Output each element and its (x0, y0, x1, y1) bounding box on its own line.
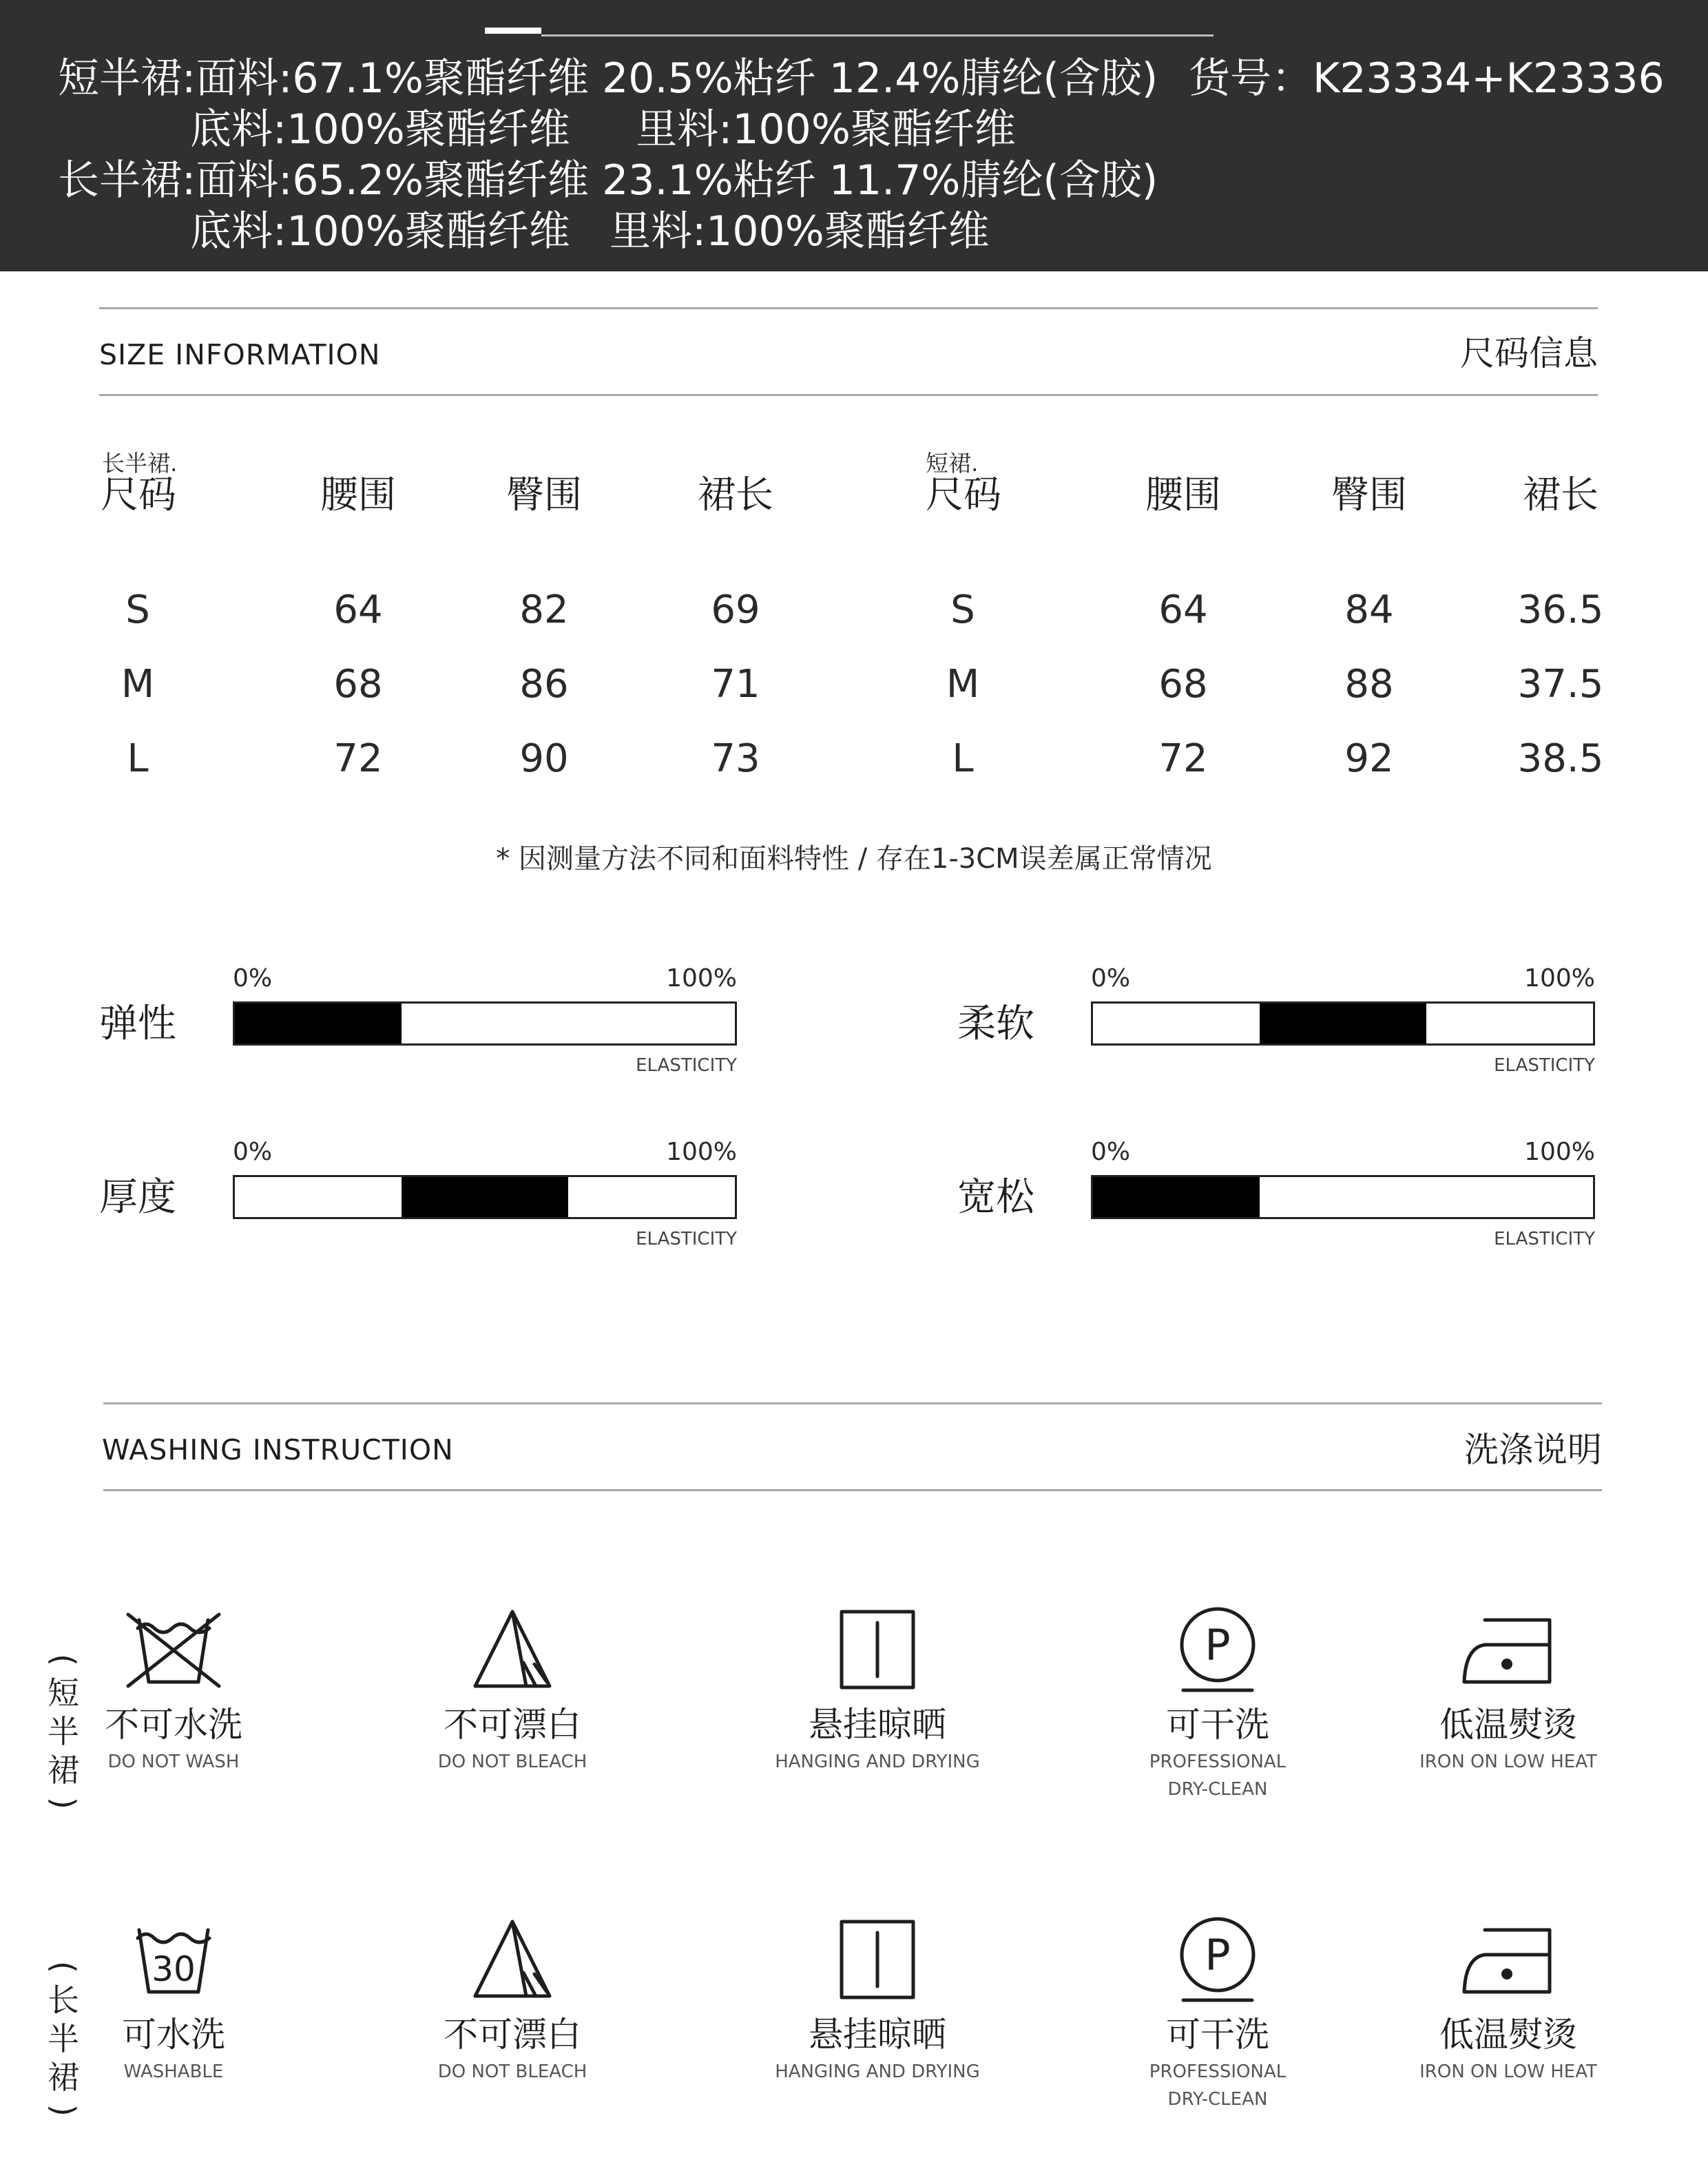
hang-dry-icon (733, 1915, 1022, 2004)
long-skirt-lining-line: 底料:100%聚酯纤维 里料:100%聚酯纤维 (190, 207, 990, 256)
care-item (1364, 1605, 1653, 1773)
short-cell: 72 (1158, 736, 1208, 781)
dry-clean-icon (1073, 1605, 1362, 1694)
attribute-label: 宽松 (957, 1175, 1034, 1220)
attribute-caption: ELASTICITY (1494, 1055, 1595, 1076)
scale-max-label: 100% (1524, 1138, 1595, 1166)
washing-header-top-rule (103, 1402, 1602, 1404)
attribute-caption: ELASTICITY (636, 1055, 737, 1076)
washing-section-title-en: WASHING INSTRUCTION (102, 1433, 454, 1466)
care-label-cn: 低温熨烫 (1439, 1705, 1577, 1745)
long-cell: M (121, 662, 155, 707)
short-header-3: 裙长 (1522, 472, 1598, 517)
svg-text:P: P (1205, 1930, 1231, 1980)
care-label-en: DO NOT BLEACH (437, 2061, 587, 2082)
item-number: 货号：K23334+K23336 (1189, 54, 1665, 103)
short-header-2: 臀围 (1331, 472, 1407, 517)
attribute-bar (233, 1001, 737, 1046)
short-skirt-label: 短裙. (926, 450, 979, 477)
size-header-top-rule (99, 307, 1598, 309)
care-item (368, 1605, 657, 1773)
scale-min-label: 0% (1091, 1138, 1131, 1166)
scale-min-label: 0% (233, 964, 273, 993)
fabric-banner (0, 0, 1708, 271)
short-skirt-fabric-line: 短半裙:面料:67.1%聚酯纤维 20.5%粘纤 12.4%腈纶(含胶) (58, 54, 1158, 103)
long-cell: L (127, 736, 149, 781)
attribute-caption: ELASTICITY (636, 1229, 737, 1249)
care-item (733, 1605, 1022, 1773)
attribute-bar (1091, 1175, 1595, 1219)
wash-30-icon (29, 1915, 318, 2004)
short-cell: 88 (1344, 662, 1394, 707)
long-cell: S (125, 588, 150, 632)
care-label-en: DO NOT BLEACH (437, 1752, 587, 1772)
attribute-bar (233, 1175, 737, 1219)
care-label-cn: 不可水洗 (105, 1705, 242, 1745)
attribute-label: 厚度 (99, 1175, 176, 1220)
long-header-2: 臀围 (506, 472, 582, 517)
care-label-cn: 不可漂白 (444, 2015, 581, 2055)
iron-low-icon (1364, 1915, 1653, 2004)
care-label-en: HANGING AND DRYING (775, 1752, 980, 1772)
scale-min-label: 0% (233, 1138, 273, 1166)
long-cell: 90 (519, 736, 569, 781)
short-header-0: 尺码 (926, 472, 1002, 517)
attribute-label: 弹性 (99, 1001, 176, 1046)
scale-max-label: 100% (666, 964, 737, 993)
short-cell: 64 (1158, 588, 1208, 632)
short-cell: 38.5 (1517, 736, 1604, 781)
attribute-caption: ELASTICITY (1494, 1229, 1595, 1249)
short-cell: M (946, 662, 980, 707)
care-label-cn: 可干洗 (1166, 2015, 1269, 2055)
short-cell: 37.5 (1517, 662, 1604, 707)
care-label-cn: 不可漂白 (444, 1705, 581, 1745)
attribute-bar-fill (1093, 1177, 1260, 1217)
no-bleach-icon (368, 1605, 657, 1694)
care-label-cn: 可干洗 (1166, 1705, 1269, 1745)
long-cell: 86 (519, 662, 569, 707)
attribute-bar-fill (1260, 1004, 1426, 1043)
long-cell: 72 (333, 736, 383, 781)
scale-max-label: 100% (666, 1138, 737, 1166)
measurement-note: * 因测量方法不同和面料特性 / 存在1-3CM误差属正常情况 (496, 843, 1212, 875)
attribute-bar-fill (402, 1177, 568, 1217)
care-item (1073, 1915, 1362, 2110)
care-label-en: PROFESSIONAL (1149, 2061, 1287, 2082)
care-label-cn: 悬挂晾晒 (809, 1705, 946, 1745)
svg-text:P: P (1205, 1620, 1231, 1670)
short-cell: L (952, 736, 974, 781)
washing-section-title-cn: 洗涤说明 (1464, 1430, 1602, 1470)
long-header-3: 裙长 (697, 472, 773, 517)
no-wash-icon (29, 1605, 318, 1694)
scale-min-label: 0% (1091, 964, 1131, 993)
long-cell: 68 (333, 662, 383, 707)
care-item (29, 1605, 318, 1773)
short-skirt-side-tag: ( 短 半 裙 ) (45, 1654, 82, 1809)
long-header-0: 尺码 (101, 472, 177, 517)
care-item (29, 1915, 318, 2083)
attribute-bar-fill (235, 1004, 402, 1043)
care-item (1073, 1605, 1362, 1800)
iron-low-icon (1364, 1605, 1653, 1694)
short-cell: 84 (1344, 588, 1394, 632)
short-cell: S (950, 588, 975, 632)
no-bleach-icon (368, 1915, 657, 2004)
care-label-cn: 低温熨烫 (1439, 2015, 1577, 2055)
care-label-en: PROFESSIONAL (1149, 1752, 1287, 1772)
care-label-cn: 悬挂晾晒 (809, 2015, 946, 2055)
care-label-en: WASHABLE (123, 2061, 224, 2082)
long-skirt-fabric-line: 长半裙:面料:65.2%聚酯纤维 23.1%粘纤 11.7%腈纶(含胶) (58, 156, 1158, 205)
long-cell: 82 (519, 588, 569, 632)
long-header-1: 腰围 (320, 472, 396, 517)
banner-divider-rule (541, 34, 1214, 37)
care-item (733, 1915, 1022, 2083)
short-cell: 68 (1158, 662, 1208, 707)
long-cell: 69 (711, 588, 760, 632)
care-label-en: DRY-CLEAN (1167, 2089, 1268, 2110)
short-skirt-lining-line: 底料:100%聚酯纤维 里料:100%聚酯纤维 (190, 105, 1016, 154)
attribute-bar (1091, 1001, 1595, 1046)
long-skirt-side-tag: ( 长 半 裙 ) (45, 1961, 82, 2117)
long-cell: 64 (333, 588, 383, 632)
short-cell: 92 (1344, 736, 1394, 781)
washing-header-bottom-rule (103, 1489, 1602, 1491)
care-item (1364, 1915, 1653, 2083)
care-label-en: IRON ON LOW HEAT (1419, 2061, 1597, 2082)
care-label-cn: 可水洗 (122, 2015, 225, 2055)
banner-accent-rule (485, 28, 541, 34)
dry-clean-icon (1073, 1915, 1362, 2004)
long-cell: 73 (711, 736, 760, 781)
hang-dry-icon (733, 1605, 1022, 1694)
attribute-label: 柔软 (957, 1001, 1034, 1046)
care-label-en: DRY-CLEAN (1167, 1779, 1268, 1800)
care-label-en: DO NOT WASH (107, 1752, 240, 1772)
long-skirt-label: 长半裙. (102, 450, 178, 477)
size-section-title-en: SIZE INFORMATION (99, 338, 381, 371)
size-section-title-cn: 尺码信息 (1460, 333, 1598, 373)
care-label-en: HANGING AND DRYING (775, 2061, 980, 2082)
care-label-en: IRON ON LOW HEAT (1419, 1752, 1597, 1772)
scale-max-label: 100% (1524, 964, 1595, 993)
long-cell: 71 (711, 662, 760, 707)
short-header-1: 腰围 (1145, 472, 1221, 517)
size-header-bottom-rule (99, 394, 1598, 396)
care-item (368, 1915, 657, 2083)
short-cell: 36.5 (1517, 588, 1604, 632)
svg-text:30: 30 (152, 1949, 196, 1989)
